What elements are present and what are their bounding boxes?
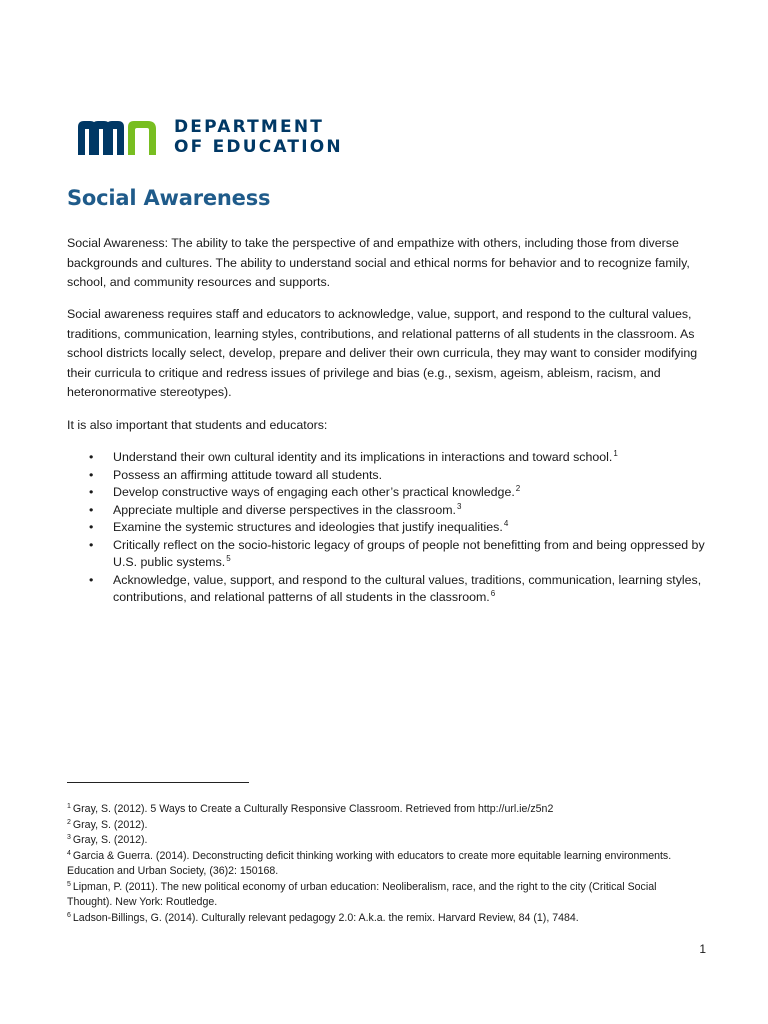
list-item: • Acknowledge, value, support, and respond to the cultural values, traditions, communication, learning styles, contributions, and relational patterns of all students in the classroom.$^6$	[67, 572, 707, 607]
list-item: • Appreciate multiple and diverse perspectives in the classroom.$^3$	[67, 502, 707, 520]
list-item: • Critically reflect on the socio-historic legacy of groups of people not benefitting from and being oppressed by U.S. public systems.$^5$	[67, 537, 707, 572]
footnotes	[67, 802, 687, 926]
list-item: • Develop constructive ways of engaging each other’s practical knowledge.$^2$	[67, 484, 707, 502]
footnote: $^3$ Gray, S. (2012).	[67, 834, 148, 846]
footnote-ref[interactable]: 3	[456, 501, 462, 511]
list-item: • Examine the systemic structures and ideologies that justify inequalities.$^4$	[67, 519, 707, 537]
logo-line-2: OF EDUCATION	[174, 137, 343, 157]
footnote-ref[interactable]: 5	[226, 554, 231, 563]
logo-wordmark	[174, 117, 343, 157]
page-title: Social Awareness	[67, 186, 271, 210]
footnote: $^5$ Lipman, P. (2011). The new political economy of urban education: Neoliberalism, race, and the right to the city (Critical Social Thought). New York: Routledge.	[67, 880, 657, 908]
footnote-ref[interactable]: 2	[515, 484, 521, 493]
mn-logo-icon	[76, 117, 160, 157]
list-item: • Possess an affirming attitude toward all students.	[67, 467, 707, 485]
footnote: $^1$ Gray, S. (2012). 5 Ways to Create a Culturally Responsive Classroom. Retrieved from http://url.ie/z5n2	[67, 803, 554, 815]
footnote-ref[interactable]: 4	[503, 519, 509, 528]
footnote-ref[interactable]: 1	[613, 449, 618, 458]
footnote-divider	[67, 782, 249, 783]
logo-line-1: DEPARTMENT	[174, 117, 325, 137]
footnote-ref[interactable]: 6	[490, 589, 496, 598]
bullet-list	[67, 449, 707, 607]
page-number: 1	[699, 942, 706, 956]
list-intro: It is also important that students and educators:	[67, 418, 328, 432]
body-paragraph: Social awareness requires staff and educators to acknowledge, value, support, and respond to the cultural values, traditions, communication, learning styles, contributions, and relational patterns of all students in the classroom. As school districts locally select, develop, prepare and deliver their own curricula, they may want to consider modifying their curricula to critique and redress issues of privilege and bias (e.g., sexism, ageism, ableism, racism, and heteronormative stereotypes).	[67, 307, 698, 399]
footnote: $^4$ Garcia & Guerra. (2014). Deconstructing deficit thinking working with educators to create more equitable learning environments. Education and Urban Society, (36)2: 150168.	[67, 849, 672, 877]
mn-department-of-education-logo	[76, 116, 343, 158]
definition-paragraph: Social Awareness: The ability to take the perspective of and empathize with others, including those from diverse backgrounds and cultures. The ability to understand social and ethical norms for behavior and to recognize family, school, and community resources and supports.	[67, 236, 690, 289]
list-item: • Understand their own cultural identity and its implications in interactions and toward school.$^1$	[67, 449, 707, 467]
footnote: $^2$ Gray, S. (2012).	[67, 818, 148, 831]
footnote: $^6$ Ladson-Billings, G. (2014). Culturally relevant pedagogy 2.0: A.k.a. the remix. Harvard Review, 84 (1), 7484.	[67, 911, 579, 924]
